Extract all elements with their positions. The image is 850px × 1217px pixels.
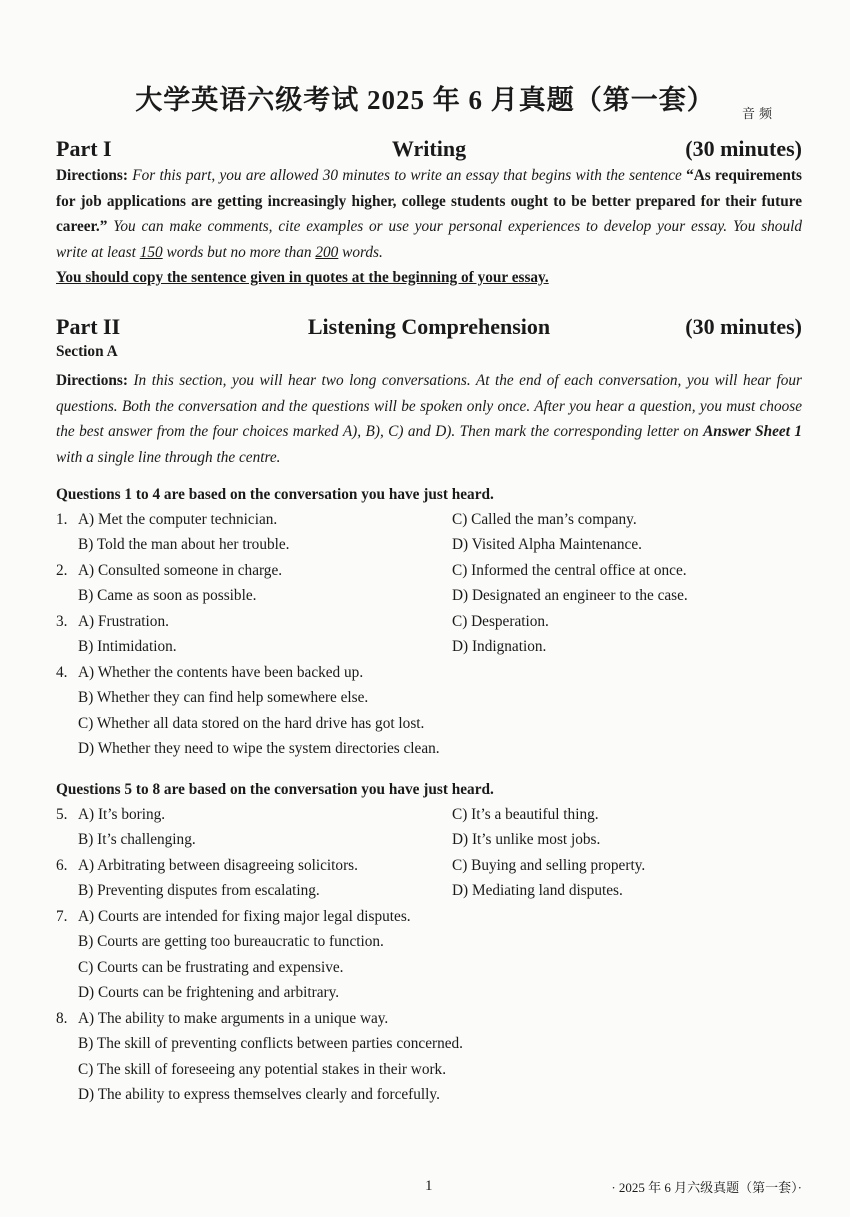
max-words: 200 <box>315 243 339 261</box>
option-c: C) Informed the central office at once. <box>452 562 687 579</box>
question-row <box>56 882 802 907</box>
directions-text: words but no more than <box>162 243 316 261</box>
question-row <box>56 638 802 663</box>
question-row <box>56 689 802 714</box>
option-b: B) Courts are getting too bureaucratic to function. <box>78 933 384 950</box>
option-d: D) Designated an engineer to the case. <box>452 587 688 604</box>
option-c: C) Whether all data stored on the hard drive has got lost. <box>78 715 425 732</box>
option-a: A) Consulted someone in charge. <box>78 562 283 579</box>
section-a-label: Section A <box>56 343 118 360</box>
question-row <box>56 587 802 612</box>
page-number: 1 <box>425 1178 433 1194</box>
option-a: A) The ability to make arguments in a unique way. <box>78 1010 389 1027</box>
question-row <box>56 857 802 882</box>
question-row <box>56 959 802 984</box>
option-d: D) Mediating land disputes. <box>452 882 623 899</box>
directions-text: with a single line through the centre. <box>56 448 281 466</box>
question-row <box>56 1061 802 1086</box>
part2-header <box>56 314 802 344</box>
option-b: B) Preventing disputes from escalating. <box>78 882 320 899</box>
option-d: D) It’s unlike most jobs. <box>452 831 601 848</box>
option-d: D) The ability to express themselves clearly and forcefully. <box>78 1086 440 1103</box>
directions-label: Directions: <box>56 372 128 389</box>
directions-text: words. <box>338 243 383 261</box>
part1-directions <box>56 163 802 291</box>
option-c: C) The skill of foreseeing any potential stakes in their work. <box>78 1061 447 1078</box>
question-group-heading: Questions 5 to 8 are based on the conversation you have just heard. <box>56 781 494 798</box>
option-a: A) Arbitrating between disagreeing solicitors. <box>78 857 358 874</box>
part2-name: Listening Comprehension <box>307 314 551 339</box>
question-row <box>56 740 802 765</box>
question-row <box>56 715 802 740</box>
part1-label: Part I <box>56 136 112 161</box>
option-b: B) Told the man about her trouble. <box>78 536 290 553</box>
question-row <box>56 613 802 638</box>
part1-time: (30 minutes) <box>685 136 802 161</box>
question-row <box>56 1010 802 1035</box>
option-c: C) Courts can be frustrating and expensive. <box>78 959 344 976</box>
audio-label: 音频 <box>742 106 777 121</box>
option-d: D) Whether they need to wipe the system directories clean. <box>78 740 440 757</box>
question-number: 5. <box>56 806 68 823</box>
part1-header <box>56 136 802 166</box>
option-a: A) Whether the contents have been backed up. <box>78 664 364 681</box>
directions-text: You can make comments, cite examples or use your personal experiences to develop your essay. You should write at least <box>56 218 802 261</box>
part2-label: Part II <box>56 314 121 339</box>
option-d: D) Indignation. <box>452 638 547 655</box>
question-row <box>56 1035 802 1060</box>
question-number: 8. <box>56 1010 68 1027</box>
copy-sentence-note: You should copy the sentence given in quotes at the beginning of your essay. <box>56 269 549 286</box>
question-row <box>56 536 802 561</box>
option-b: B) Whether they can find help somewhere else. <box>78 689 369 706</box>
question-row <box>56 1086 802 1111</box>
question-number: 3. <box>56 613 68 630</box>
question-group-heading: Questions 1 to 4 are based on the conversation you have just heard. <box>56 486 494 503</box>
part2-time: (30 minutes) <box>685 314 802 339</box>
directions-label: Directions: <box>56 167 128 184</box>
option-b: B) Came as soon as possible. <box>78 587 257 604</box>
option-a: A) Courts are intended for fixing major legal disputes. <box>78 908 411 925</box>
option-c: C) Buying and selling property. <box>452 857 646 874</box>
part1-name: Writing <box>391 136 467 161</box>
essay-prompt-quote: “As requirements for job applications are getting increasingly higher, college students ought to be better prepared for their future career.” <box>56 167 802 235</box>
running-footer-title: · 2025 年 6 月六级真题（第一套）· <box>611 1180 802 1195</box>
option-c: C) Desperation. <box>452 613 549 630</box>
option-b: B) The skill of preventing conflicts between parties concerned. <box>78 1035 463 1052</box>
question-row <box>56 831 802 856</box>
question-row <box>56 984 802 1009</box>
option-a: A) It’s boring. <box>78 806 166 823</box>
question-row <box>56 664 802 689</box>
option-a: A) Met the computer technician. <box>78 511 278 528</box>
option-c: C) Called the man’s company. <box>452 511 637 528</box>
answer-sheet-label: Answer Sheet 1 <box>703 423 803 440</box>
question-row <box>56 933 802 958</box>
question-row <box>56 511 802 536</box>
question-row <box>56 908 802 933</box>
option-a: A) Frustration. <box>78 613 169 630</box>
question-row <box>56 806 802 831</box>
question-number: 7. <box>56 908 68 925</box>
question-row <box>56 562 802 587</box>
option-b: B) It’s challenging. <box>78 831 196 848</box>
question-number: 4. <box>56 664 68 681</box>
question-number: 6. <box>56 857 68 874</box>
question-number: 1. <box>56 511 68 528</box>
question-number: 2. <box>56 562 68 579</box>
min-words: 150 <box>139 243 163 261</box>
option-c: C) It’s a beautiful thing. <box>452 806 599 823</box>
option-d: D) Visited Alpha Maintenance. <box>452 536 642 553</box>
directions-text: In this section, you will hear two long conversations. At the end of each conversation, you will hear four questions. Both the conversation and the questions will be spoken only once. After you hear a question, you must choose the best answer from the four choices marked A), B), C) and D). Then mark the corresponding letter on <box>56 372 802 440</box>
directions-text: For this part, you are allowed 30 minutes to write an essay that begins with the sentence <box>127 167 687 184</box>
option-b: B) Intimidation. <box>78 638 177 655</box>
part2-directions <box>56 368 802 470</box>
option-d: D) Courts can be frightening and arbitrary. <box>78 984 340 1001</box>
page-title: 大学英语六级考试 2025 年 6 月真题（第一套） <box>135 85 715 115</box>
